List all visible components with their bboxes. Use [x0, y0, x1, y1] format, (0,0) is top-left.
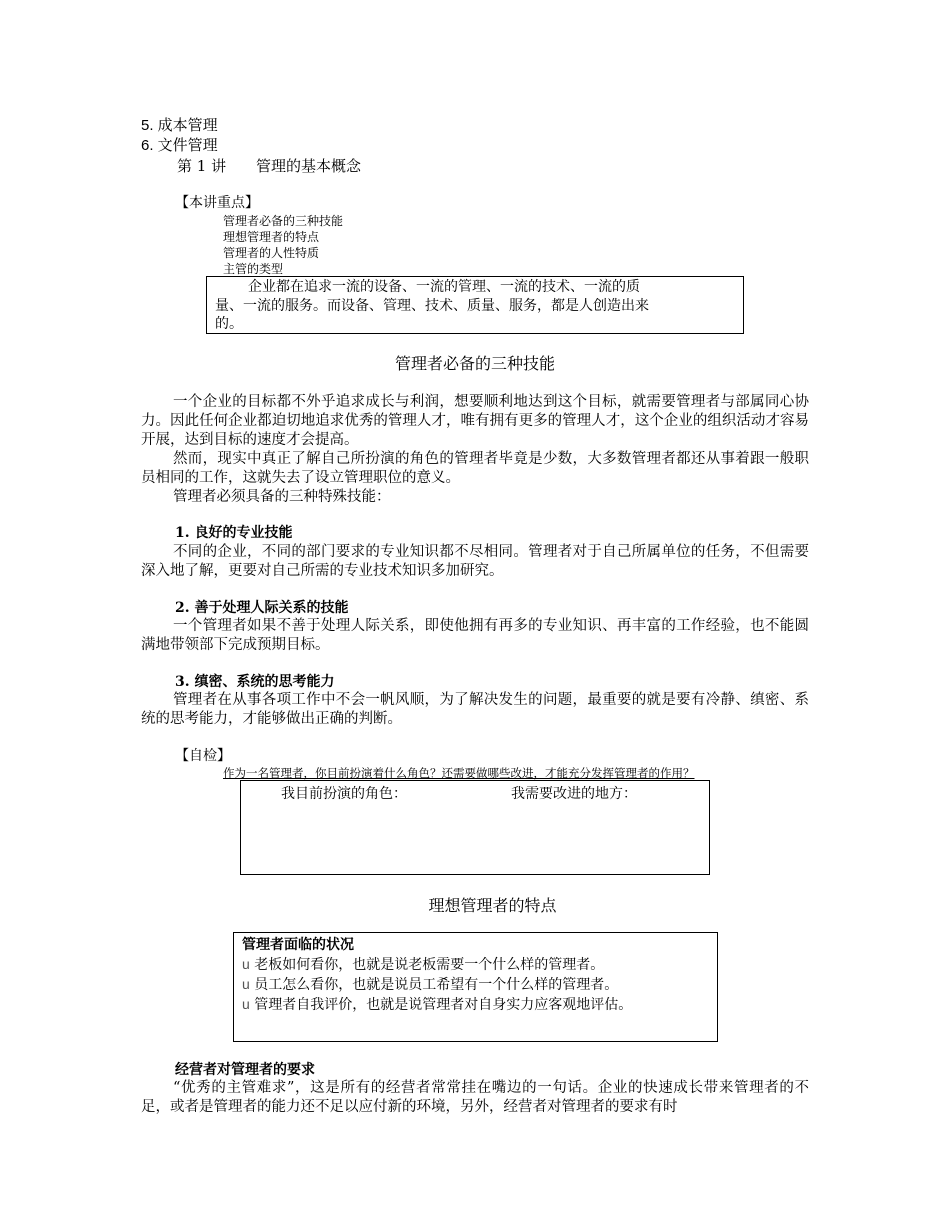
bullet-item: u 管理者自我评价，也就是说管理者对自身实力应客观地评估。 — [242, 996, 633, 1013]
self-check-role-label: 我目前扮演的角色： — [281, 786, 407, 802]
quote-line: 量、一流的服务。而设备、管理、技术、质量、服务，都是人创造出来 — [215, 298, 649, 314]
lecture-number: 第 1 讲 — [177, 157, 227, 175]
skill-title: 3. 缜密、系统的思考能力 — [175, 674, 335, 690]
key-points-label: 【本讲重点】 — [175, 195, 259, 211]
quote-box — [206, 276, 744, 334]
paragraph: 管理者在从事各项工作中不会一帆风顺，为了解决发生的问题，最重要的就是要有冷静、缜密、系统的思考能力，才能够做出正确的判断。 — [141, 692, 809, 727]
self-check-box — [240, 780, 710, 875]
self-check-question: 作为一名管理者，你目前扮演着什么角色？还需要做哪些改进，才能充分发挥管理者的作用？ — [223, 766, 695, 780]
bullet-icon: u — [242, 996, 250, 1012]
bullet-item: u 员工怎么看你，也就是说员工希望有一个什么样的管理者。 — [242, 976, 619, 993]
skill-title: 2. 善于处理人际关系的技能 — [175, 600, 349, 616]
bullet-icon: u — [242, 956, 250, 972]
section-heading: 管理者必备的三种技能 — [394, 354, 555, 373]
quote-line: 企业都在追求一流的设备、一流的管理、一流的技术、一流的质 — [248, 279, 640, 295]
subheading: 经营者对管理者的要求 — [175, 1062, 315, 1078]
paragraph: 然而，现实中真正了解自己所扮演的角色的管理者毕竟是少数，大多数管理者都还从事着跟一般职员相同的工作，这就失去了设立管理职位的意义。 — [141, 451, 809, 486]
situation-box — [233, 932, 718, 1042]
section-heading: 理想管理者的特点 — [428, 896, 557, 915]
lecture-title: 管理的基本概念 — [256, 157, 362, 175]
key-point-item: 主管的类型 — [223, 262, 284, 276]
paragraph: 管理者必须具备的三种特殊技能： — [173, 489, 391, 505]
paragraph: 一个企业的目标都不外乎追求成长与利润，想要顺利地达到这个目标，就需要管理者与部属同心协力。因此任何企业都迫切地追求优秀的管理人才，唯有拥有更多的管理人才，这个企业的组织活动才容易开展，达到目标的速度才会提高。 — [141, 394, 809, 448]
bullet-item: u 老板如何看你，也就是说老板需要一个什么样的管理者。 — [242, 956, 605, 973]
self-check-improve-label: 我需要改进的地方： — [511, 786, 637, 802]
key-point-item: 理想管理者的特点 — [223, 230, 320, 244]
situation-box-title: 管理者面临的状况 — [242, 937, 354, 953]
quote-line: 的。 — [215, 316, 243, 332]
paragraph: “优秀的主管难求”，这是所有的经营者常常挂在嘴边的一句话。企业的快速成长带来管理者的不足，或者是管理者的能力还不足以应付新的环境，另外，经营者对管理者的要求有时 — [141, 1080, 809, 1115]
bullet-icon: u — [242, 976, 250, 992]
toc-item-5: 5. 成本管理 — [141, 117, 218, 134]
key-point-item: 管理者的人性特质 — [223, 246, 320, 260]
key-point-item: 管理者必备的三种技能 — [223, 214, 344, 228]
toc-item-6: 6. 文件管理 — [141, 137, 218, 154]
skill-title: 1. 良好的专业技能 — [175, 525, 293, 541]
paragraph: 不同的企业，不同的部门要求的专业知识都不尽相同。管理者对于自己所属单位的任务，不但需要深入地了解，更要对自己所需的专业技术知识多加研究。 — [141, 544, 809, 579]
self-check-label: 【自检】 — [175, 748, 231, 764]
paragraph: 一个管理者如果不善于处理人际关系，即使他拥有再多的专业知识、再丰富的工作经验，也不能圆满地带领部下完成预期目标。 — [141, 618, 809, 653]
